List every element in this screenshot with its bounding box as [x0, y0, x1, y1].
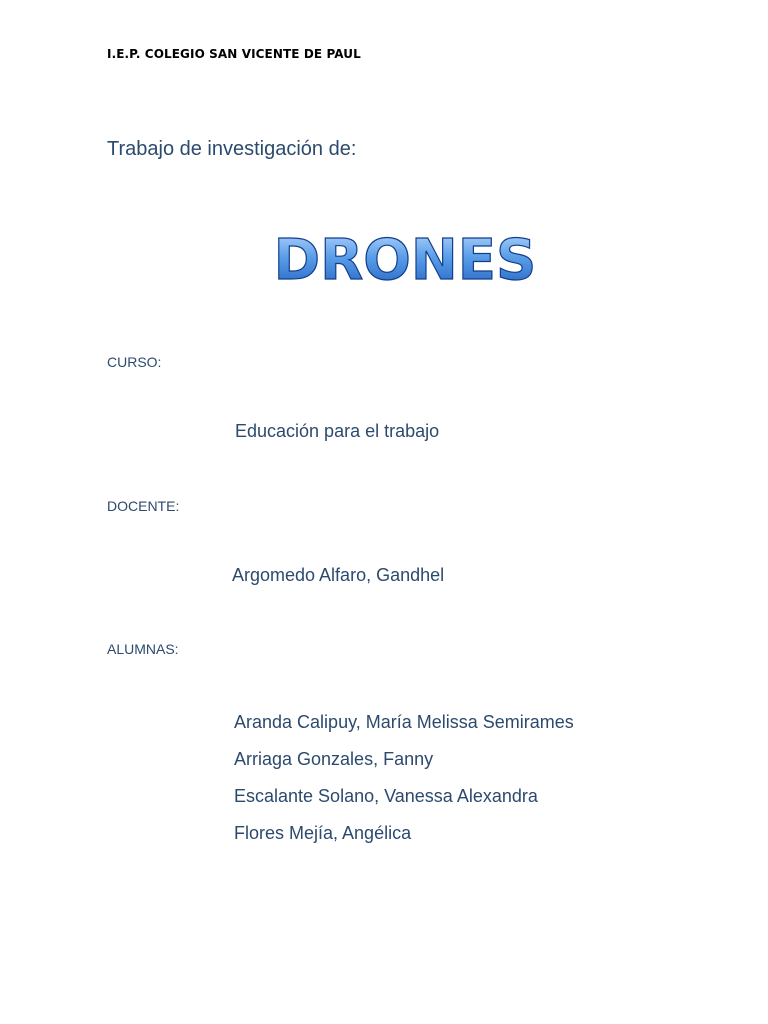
student-name: Aranda Calipuy, María Melissa Semirames [234, 712, 574, 732]
teacher-label: DOCENTE: [107, 498, 180, 514]
title-wordart [270, 222, 540, 292]
course-label: CURSO: [107, 354, 162, 370]
student-name: Flores Mejía, Angélica [234, 823, 412, 843]
intro-text: Trabajo de investigación de: [107, 138, 357, 160]
student-name: Arriaga Gonzales, Fanny [234, 749, 434, 769]
school-name: I.E.P. COLEGIO SAN VICENTE DE PAUL [107, 47, 361, 61]
student-name: Escalante Solano, Vanessa Alexandra [234, 786, 538, 806]
students-label: ALUMNAS: [107, 641, 179, 657]
teacher-value: Argomedo Alfaro, Gandhel [232, 565, 445, 585]
course-value: Educación para el trabajo [235, 421, 440, 441]
title-graphic [270, 222, 540, 292]
title-text: DRONES [273, 228, 537, 292]
